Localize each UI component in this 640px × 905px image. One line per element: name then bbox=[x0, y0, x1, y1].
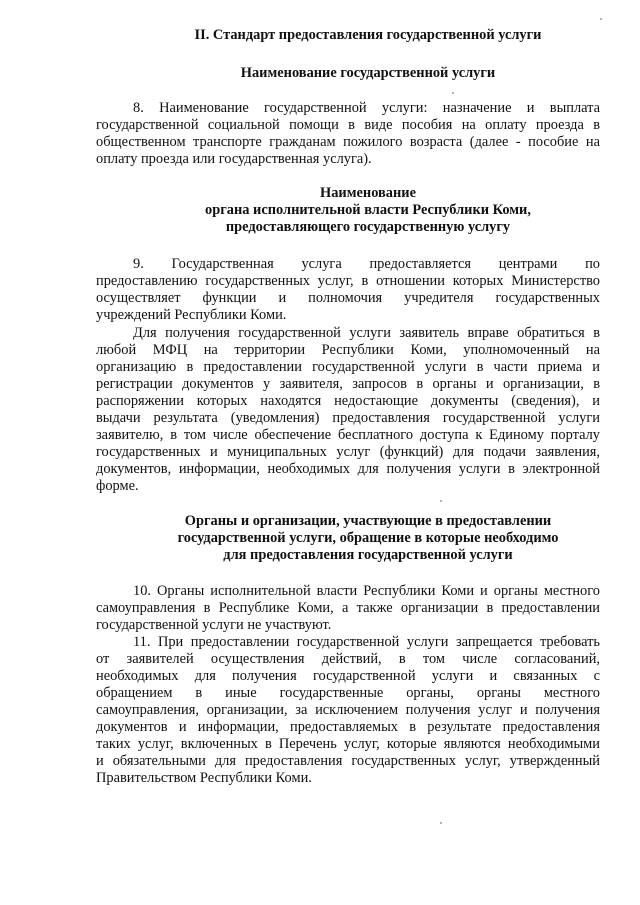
scan-speck bbox=[440, 822, 442, 824]
orgs-heading-line-3: для предоставления государственной услуги bbox=[223, 547, 513, 563]
orgs-heading-line-2: государственной услуги, обращение в которые необходимо bbox=[177, 530, 559, 546]
p9-line-1: 9. Государственная услуга предоставляется центрами по bbox=[133, 256, 600, 272]
p11-line-3: необходимых для получения государственной услуги и связанных с bbox=[96, 668, 600, 684]
p9b-line-7: заявителю, в том числе обеспечение бесплатного доступа к Единому порталу bbox=[96, 427, 600, 443]
p8-line-3: общественном транспорте гражданам пожилого возраста (далее - пособие на bbox=[96, 134, 600, 150]
p11-line-9: Правительством Республики Коми. bbox=[96, 770, 312, 786]
p9b-line-4: регистрации документов у заявителя, запросов в органы и организации, в bbox=[96, 376, 600, 392]
p9b-line-3: организацию в предоставлении государственной услуги в части приема и bbox=[96, 359, 600, 375]
p9b-line-6: выдачи результата (уведомления) предоставления государственной услуги bbox=[96, 410, 600, 426]
p10-line-1: 10. Органы исполнительной власти Республики Коми и органы местного bbox=[133, 583, 600, 599]
p9b-line-5: распоряжении которых находятся недостающие документы (сведения), и bbox=[96, 393, 600, 409]
p9b-line-8: государственных и муниципальных услуг (функций) для подачи заявления, bbox=[96, 444, 600, 460]
p9b-line-1: Для получения государственной услуги заявитель вправе обратиться в bbox=[133, 325, 600, 341]
scan-speck bbox=[600, 18, 602, 20]
scan-speck bbox=[452, 92, 454, 94]
p9-line-2: предоставлению государственных услуг, в отношении которых Министерство bbox=[96, 273, 600, 289]
p8-line-1: 8. Наименование государственной услуги: назначение и выплата bbox=[133, 100, 600, 116]
p9-line-3: осуществляет функции и полномочия учредителя государственных bbox=[96, 290, 600, 306]
p9b-line-10: форме. bbox=[96, 478, 139, 494]
p9b-line-9: документов, информации, необходимых для получения услуги в электронной bbox=[96, 461, 600, 477]
p10-line-3: государственной услуги не участвуют. bbox=[96, 617, 332, 633]
p8-line-4: оплату проезда или государственная услуга). bbox=[96, 151, 372, 167]
organ-heading-line-2: органа исполнительной власти Республики Коми, bbox=[205, 202, 531, 218]
p9-line-4: учреждений Республики Коми. bbox=[96, 307, 287, 323]
p9b-line-2: любой МФЦ на территории Республики Коми, уполномоченный на bbox=[96, 342, 600, 358]
p11-line-2: от заявителей осуществления действий, в том числе согласований, bbox=[96, 651, 600, 667]
p11-line-6: документов и информации, предоставляемых в результате предоставления bbox=[96, 719, 600, 735]
p11-line-1: 11. При предоставлении государственной услуги запрещается требовать bbox=[133, 634, 600, 650]
section-title: II. Стандарт предоставления государственной услуги bbox=[194, 27, 542, 43]
organ-heading-line-3: предоставляющего государственную услугу bbox=[225, 219, 511, 235]
orgs-heading-line-1: Органы и организации, участвующие в предоставлении bbox=[184, 513, 552, 529]
p10-line-2: самоуправления в Республике Коми, а также организации в предоставлении bbox=[96, 600, 600, 616]
p11-line-8: и обязательными для предоставления государственных услуг, утвержденный bbox=[96, 753, 600, 769]
organ-heading-line-1: Наименование bbox=[320, 185, 416, 201]
scan-speck bbox=[440, 500, 442, 502]
p11-line-5: самоуправления, организации, за исключением получения услуг и получения bbox=[96, 702, 600, 718]
p11-line-7: таких услуг, включенных в Перечень услуг, которые являются необходимыми bbox=[96, 736, 600, 752]
p11-line-4: обращением в иные государственные органы, органы местного bbox=[96, 685, 600, 701]
service-name-heading: Наименование государственной услуги bbox=[240, 65, 496, 81]
p8-line-2: государственной социальной помощи в виде пособия на оплату проезда в bbox=[96, 117, 600, 133]
